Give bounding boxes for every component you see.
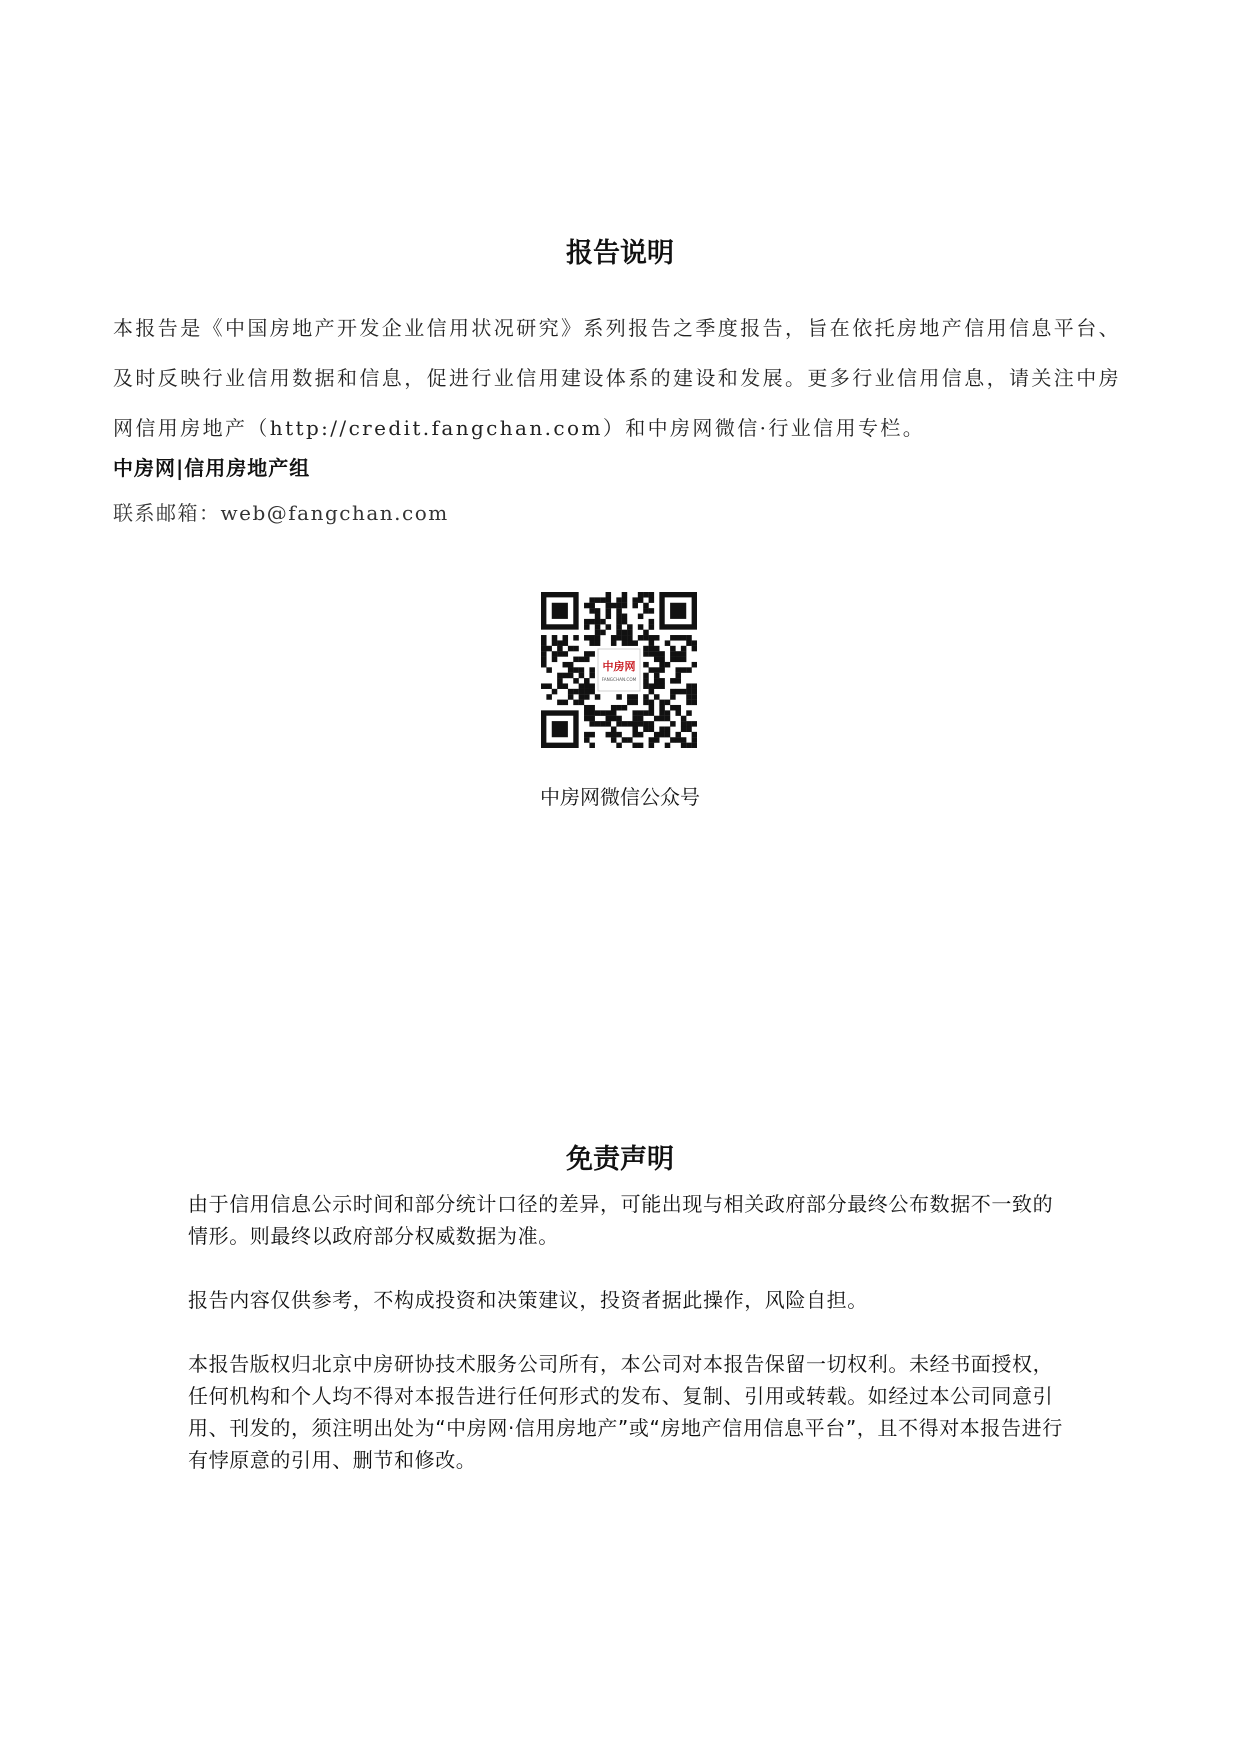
disclaimer-title: 免责声明	[566, 1144, 674, 1175]
qr-logo-text: 中房网	[602, 660, 636, 673]
wechat-qr-code	[541, 592, 697, 748]
disclaimer-paragraph: 报告内容仅供参考，不构成投资和决策建议，投资者据此操作，风险自担。	[188, 1288, 868, 1312]
contact-email: 联系邮箱：web@fangchan.com	[113, 501, 449, 525]
group-name: 中房网|信用房地产组	[113, 456, 311, 480]
report-intro-paragraph: 本报告是《中国房地产开发企业信用状况研究》系列报告之季度报告，旨在依托房地产信用信息平台、及时反映行业信用数据和信息，促进行业信用建设体系的建设和发展。更多行业信用信息，请关注中房网信用房地产（http://credit.fangchan.com）和中房网微信·行业信用专栏。	[113, 316, 1121, 440]
disclaimer-paragraph: 由于信用信息公示时间和部分统计口径的差异，可能出现与相关政府部分最终公布数据不一致的情形。则最终以政府部分权威数据为准。	[188, 1192, 1054, 1248]
qr-caption: 中房网微信公众号	[540, 785, 700, 809]
qr-logo-subtext: FANGCHAN.COM	[601, 677, 637, 682]
disclaimer-paragraph: 本报告版权归北京中房研协技术服务公司所有，本公司对本报告保留一切权利。未经书面授权，任何机构和个人均不得对本报告进行任何形式的发布、复制、引用或转载。如经过本公司同意引用、刊发的，须注明出处为“中房网·信用房地产”或“房地产信用信息平台”，且不得对本报告进行有悖原意的引用、删节和修改。	[188, 1352, 1063, 1472]
report-notes-title: 报告说明	[566, 238, 674, 269]
qr-center-logo	[598, 649, 640, 691]
